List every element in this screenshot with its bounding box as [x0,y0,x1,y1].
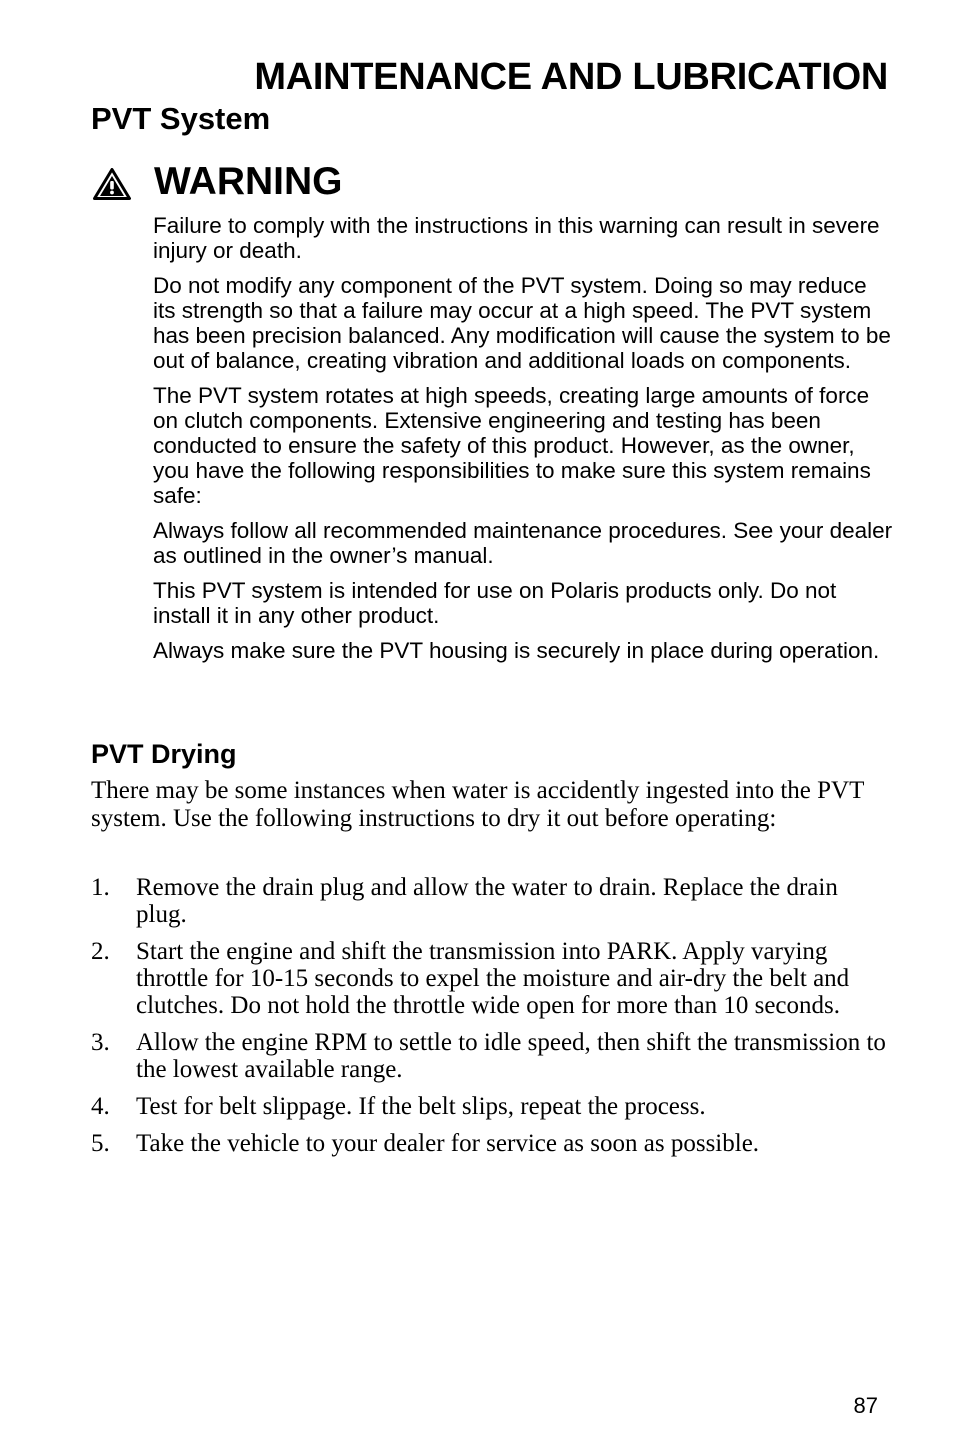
warning-paragraph: Always make sure the PVT housing is securely in place during operation. [153,638,880,663]
warning-paragraph: This PVT system is intended for use on Polaris products only. Do not install it in any other product. [153,578,837,628]
warning-paragraph: Failure to comply with the instructions in this warning can result in severe injury or death. [153,213,880,263]
step-text: Take the vehicle to your dealer for service as soon as possible. [136,1130,760,1157]
step-number: 4. [91,1093,110,1120]
section-title: PVT System [91,101,271,136]
step-text: Test for belt slippage. If the belt slips, repeat the process. [136,1093,706,1120]
page-title: MAINTENANCE AND LUBRICATION [254,56,888,98]
list-item [91,874,891,928]
warning-heading: WARNING [154,160,343,203]
list-item [91,938,891,1019]
step-number: 1. [91,874,110,901]
warning-paragraph: Always follow all recommended maintenance procedures. See your dealer as outlined in the owner’s manual. [153,518,893,568]
warning-paragraph: Do not modify any component of the PVT system. Doing so may reduce its strength so that a failure may occur at a high speed. The PVT system has been precision balanced. Any modification will cause the system to be out of balance, creating vibration and additional loads on components. [153,273,891,373]
warning-triangle-icon [93,168,131,200]
pvt-drying-heading: PVT Drying [91,739,237,769]
step-number: 3. [91,1029,110,1056]
step-number: 5. [91,1130,110,1157]
step-text: Start the engine and shift the transmission into PARK. Apply varying throttle for 10-15 seconds to expel the moisture and air-dry the belt and clutches. Do not hold the throttle wide open for more than 10 seconds. [136,938,850,1019]
pvt-drying-intro: There may be some instances when water is accidently ingested into the PVT system. Use the following instructions to dry it out before operating: [91,777,864,832]
warning-paragraph: The PVT system rotates at high speeds, creating large amounts of force on clutch components. Extensive engineering and testing has been conducted to ensure the safety of this product. However, as the owner, you have the following responsibilities to make sure this system remains safe: [153,383,871,508]
list-item [91,1130,891,1157]
pvt-drying-steps [91,874,891,1167]
step-text: Allow the engine RPM to settle to idle speed, then shift the transmission to the lowest available range. [136,1029,886,1083]
page-number: 87 [853,1393,878,1418]
warning-body [153,213,893,673]
step-text: Remove the drain plug and allow the water to drain. Replace the drain plug. [136,874,838,928]
list-item [91,1093,891,1120]
list-item [91,1029,891,1083]
step-number: 2. [91,938,110,965]
